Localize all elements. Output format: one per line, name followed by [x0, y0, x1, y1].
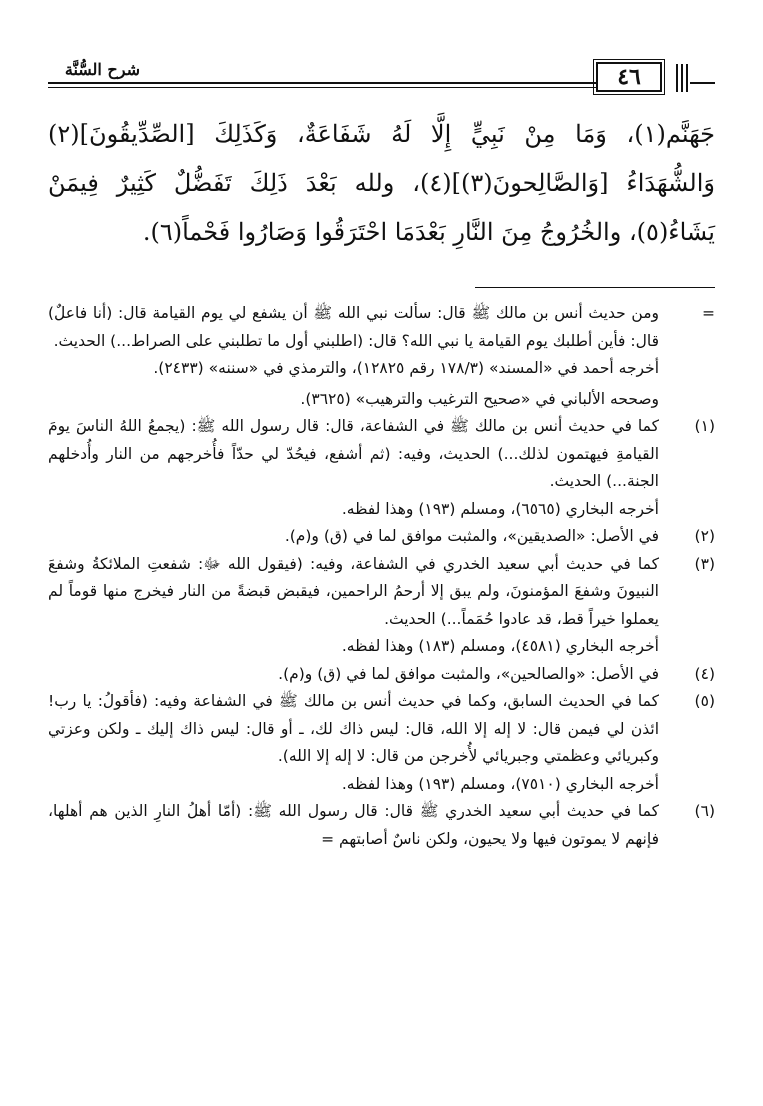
page-header: [48, 52, 715, 96]
footnote-2: [48, 523, 715, 551]
footnote-text: ومن حديث أنس بن مالك ﷺ قال: سألت نبي الله ﷺ أن يشفع لي يوم القيامة قال: (أنا فاعلٌ) قال: فأين أطلبك يوم القيامة يا نبي الله؟ قال: (اطلبني أول ما تطلبني على الصراط...) الحديث.: [48, 304, 659, 350]
main-paragraph: جَهَنَّم(١)، وَمَا مِنْ نَبِيٍّ إِلَّا لَهُ شَفَاعَةٌ، وَكَذَلِكَ [الصِّدِّيقُونَ](٢) وَالشُّهَدَاءُ [وَالصَّالِحونَ(٣)](٤)، ولله بَعْدَ ذَلِكَ تَفَضُّلٌ كَثِيرٌ فِيمَنْ يَشَاءُ(٥)، والخُرُوجُ مِنَ النَّارِ بَعْدَمَا احْتَرَقُوا وَصَارُوا فَحْماً(٦).: [48, 120, 715, 246]
footnote-text: كما في حديث أنس بن مالك ﷺ في الشفاعة، قال: قال رسول الله ﷺ: (يجمعُ اللهُ الناسَ يومَ القيامةِ فيهتمون لذلك...) الحديث، وفيه: (ثم أشفع، فيحُدّ لي حدّاً فأُخرجهم من النار وأُدخلهم الجنة...) الحديث.: [48, 417, 659, 490]
footnote-source: أخرجه البخاري (٦٥٦٥)، ومسلم (١٩٣) وهذا لفظه.: [341, 499, 659, 518]
footnote-continuation: [48, 300, 715, 413]
footnote-6: [48, 798, 715, 853]
footnote-1: [48, 413, 715, 523]
footnote-marker: (١): [694, 417, 715, 435]
footnote-text: كما في حديث أبي سعيد الخدري في الشفاعة، وفيه: (فيقول الله ﷻ: شفعتِ الملائكةُ وشفعَ النبيونَ وشفعَ المؤمنونَ، ولم يبق إلا أرحمُ الراحمين، فيقبض قبضةً من النار فيخرج منها قوماً لم يعملوا خيراً قط، قد عادوا حُمَماً...) الحديث.: [48, 554, 659, 628]
footnote-marker: (٦): [694, 802, 715, 820]
header-rule-end: [690, 82, 715, 84]
footnote-3: [48, 551, 715, 661]
footnote-text: في الأصل: «الصديقين»، والمثبت موافق لما في (ق) و(م).: [284, 527, 659, 545]
footnote-text: كما في حديث أبي سعيد الخدري ﷺ قال: قال رسول الله ﷺ: (أمّا أهلُ النارِ الذين هم أهلها، فإنهم لا يموتون فيها ولا يحيون، ولكن ناسٌ أصابتهم =: [48, 802, 659, 848]
footnote-separator: [475, 287, 715, 288]
header-rule-thin: [48, 87, 596, 88]
footnote-source: وصححه الألباني في «صحيح الترغيب والترهيب» (٣٦٢٥).: [300, 389, 659, 408]
page-number-ornament: [668, 64, 688, 92]
footnote-5: [48, 688, 715, 798]
header-rule: [48, 82, 596, 84]
footnote-marker: (٥): [694, 692, 715, 710]
footnote-source: أخرجه البخاري (٤٥٨١)، ومسلم (١٨٣) وهذا لفظه.: [341, 637, 659, 655]
footnote-source: أخرجه أحمد في «المسند» (١٧٨/٣ رقم ١٢٨٢٥)، والترمذي في «سننه» (٢٤٣٣).: [153, 359, 659, 377]
footnote-4: [48, 661, 715, 689]
footnote-marker: (٢): [694, 527, 715, 545]
footnote-marker: (٣): [694, 554, 715, 573]
running-title: شرح السُّنَّة: [64, 60, 140, 79]
footnotes: [48, 300, 715, 853]
footnote-text: كما في الحديث السابق، وكما في حديث أنس بن مالك ﷺ في الشفاعة وفيه: (فأقولُ: يا رب! ائذن لي فيمن قال: لا إله إلا الله، قال: ليس ذاك لك، ـ أو قال: ليس ذاك إليك ـ ولكن وعزتي وكبريائي وعظمتي وجبريائي لأُخرجن من قال: لا إله إلا الله).: [48, 692, 659, 765]
page-number: ٤٦: [596, 62, 662, 92]
footnote-source: أخرجه البخاري (٧٥١٠)، ومسلم (١٩٣) وهذا لفظه.: [341, 774, 659, 793]
footnote-text: في الأصل: «والصالحين»، والمثبت موافق لما في (ق) و(م).: [278, 664, 659, 683]
footnote-marker: (٤): [694, 664, 715, 683]
footnote-marker: =: [702, 304, 715, 322]
main-text: [48, 110, 715, 257]
